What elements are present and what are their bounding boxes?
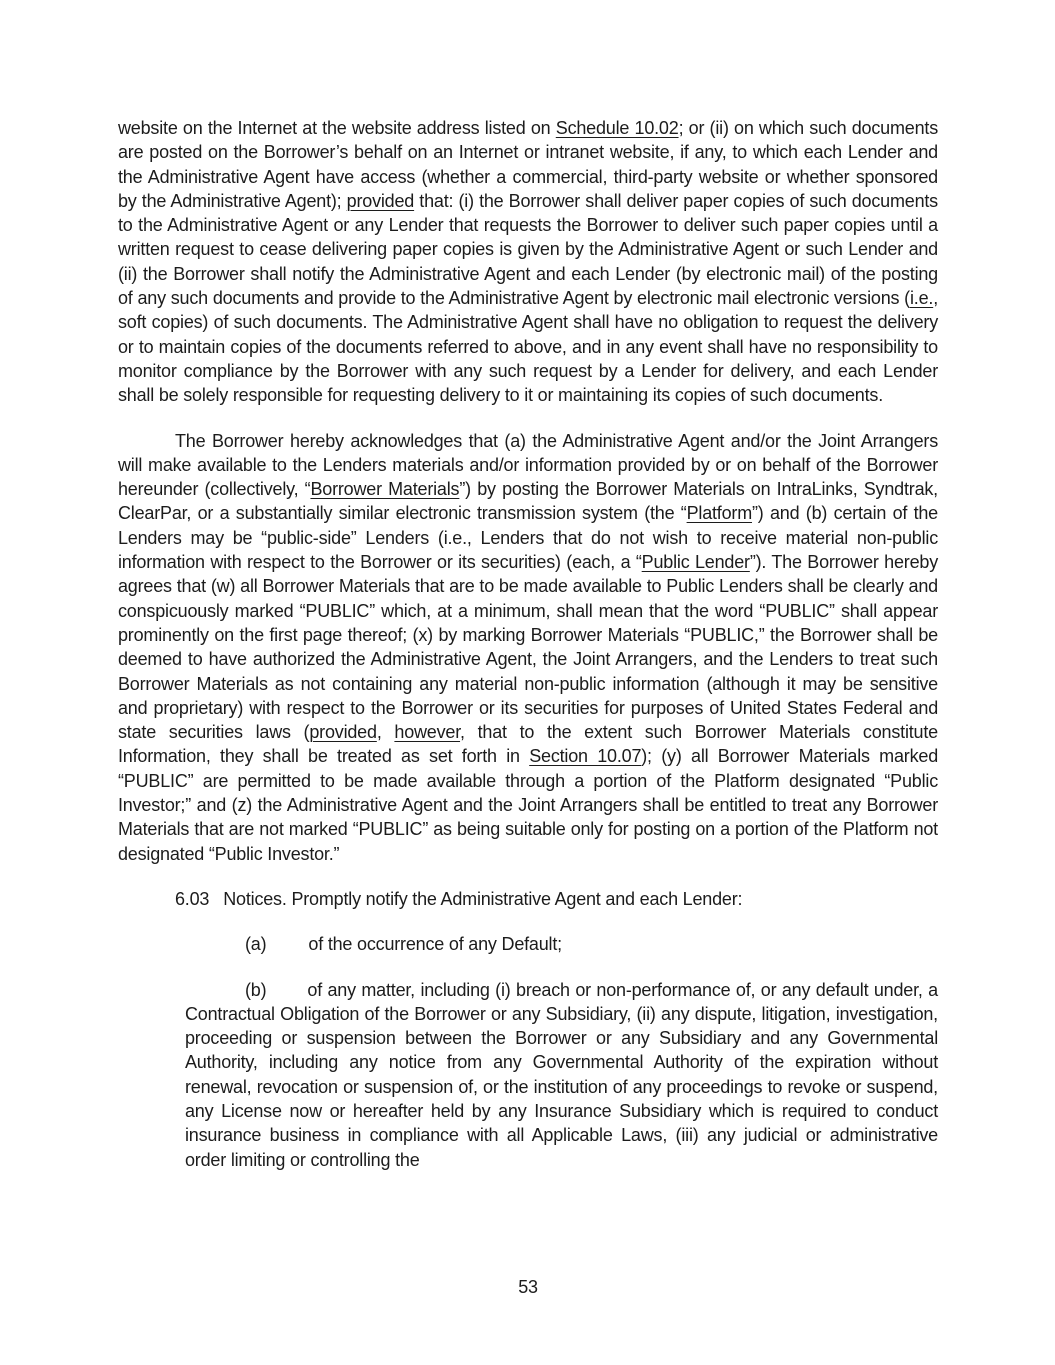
text-run: of any matter, including (i) breach or non-performance of, or any default under, a Contractual Obligation of the Borrower or any Subsidiary, (ii) any dispute, litigation, investigation, proceeding or suspension between the Borrower or any Subsidiary and any Governmental Authority, including any notice from any Governmental Authority of the expiration without renewal, revocation or suspension of, or the institution of any proceedings to revoke or suspend, any License now or hereafter held by any Insurance Subsidiary which is required to conduct insurance business in compliance with all Applicable Laws, (iii) any judicial or administrative order limiting or controlling the: [185, 979, 938, 1170]
text-run: (b): [245, 979, 267, 1000]
text-run: website on the Internet at the website address listed on: [118, 118, 556, 138]
tab-spacer: [266, 949, 308, 950]
document-body: [118, 116, 938, 1193]
paragraph-borrower-materials: [118, 429, 938, 866]
text-run: ); (y) all Borrower Materials marked “PUBLIC” are permitted to be made available through a portion of the Platform designated “Public Investor;” and (z) the Administrative Agent and the Joint Arrangers shall be entitled to treat any Borrower Materials that are not marked “PUBLIC” as being suitable only for posting on a portion of the Platform not designated “Public Investor.”: [118, 746, 939, 864]
underlined-term: Platform: [686, 503, 753, 524]
tab-spacer: [209, 904, 223, 905]
text-run: , soft copies) of such documents. The Administrative Agent shall have no obligation to request the delivery or to maintain copies of the documents referred to above, and in any event shall have no responsibility to monitor compliance by the Borrower with any such request by a Lender for delivery, and each Lender shall be solely responsible for requesting delivery to it or maintaining its copies of such documents.: [118, 288, 938, 406]
list-item-a: [185, 932, 938, 956]
underlined-term: Borrower Materials: [310, 479, 460, 500]
underlined-term: provided: [346, 190, 415, 211]
text-run: , that to the extent such Borrower Materials constitute Information, they shall be treated as set forth in: [118, 722, 938, 767]
text-run: (a): [245, 934, 267, 955]
text-run: ”) and (b) certain of the Lenders may be “public-side” Lenders (i.e., Lenders that do not wish to receive material non-public information with respect to the Borrower or its securities) (each, a “: [118, 503, 938, 573]
underlined-term: i.e.: [909, 288, 934, 309]
text-run: The Borrower hereby acknowledges that (a) the Administrative Agent and/or the Joint Arrangers will make available to the Lenders materials and/or information provided by or on behalf of the Borrower hereunder (collectively, “: [118, 430, 938, 500]
underlined-term: Public Lender: [641, 552, 750, 573]
page-number: 53: [518, 1277, 538, 1297]
paragraph-continuation: [118, 116, 938, 408]
text-run: ; or (ii) on which such documents are posted on the Borrower’s behalf on an Internet or intranet website, if any, to which each Lender and the Administrative Agent have access (whether a commercial, third-party website or whether sponsored by the Administrative Agent);: [118, 118, 939, 211]
section-6-03-heading: [118, 887, 938, 911]
underlined-term: Section 10.07: [529, 746, 642, 767]
text-run: ,: [376, 722, 395, 743]
text-run: of the occurrence of any Default;: [308, 934, 562, 955]
text-run: that: (i) the Borrower shall deliver paper copies of such documents to the Administrative Agent or any Lender that requests the Borrower to deliver such paper copies until a written request to cease delivering paper copies is given by the Administrative Agent or such Lender and (ii) the Borrower shall notify the Administrative Agent and each Lender (by electronic mail) of the posting of any such documents and provide to the Administrative Agent by electronic mail electronic versions (: [118, 190, 938, 309]
text-run: ”). The Borrower hereby agrees that (w) all Borrower Materials that are to be made available to Public Lenders shall be clearly and conspicuously marked “PUBLIC” which, at a minimum, shall mean that the word “PUBLIC” shall appear prominently on the first page thereof; (x) by marking Borrower Materials “PUBLIC,” the Borrower shall be deemed to have authorized the Administrative Agent, the Joint Arrangers, and the Lenders to treat such Borrower Materials as not containing any material non-public information (although it may be sensitive and proprietary) with respect to the Borrower or its securities for purposes of United States Federal and state securities laws (: [118, 552, 939, 743]
underlined-term: provided: [309, 722, 377, 743]
underlined-term: Schedule 10.02: [555, 118, 679, 138]
tab-spacer: [266, 995, 307, 996]
underlined-term: however: [394, 722, 461, 743]
text-run: ”) by posting the Borrower Materials on IntraLinks, Syndtrak, ClearPar, or a substantially similar electronic transmission system (the “: [118, 479, 938, 524]
text-run: Notices. Promptly notify the Administrative Agent and each Lender:: [223, 888, 743, 909]
list-item-b: [185, 978, 938, 1172]
text-run: 6.03: [175, 888, 210, 909]
